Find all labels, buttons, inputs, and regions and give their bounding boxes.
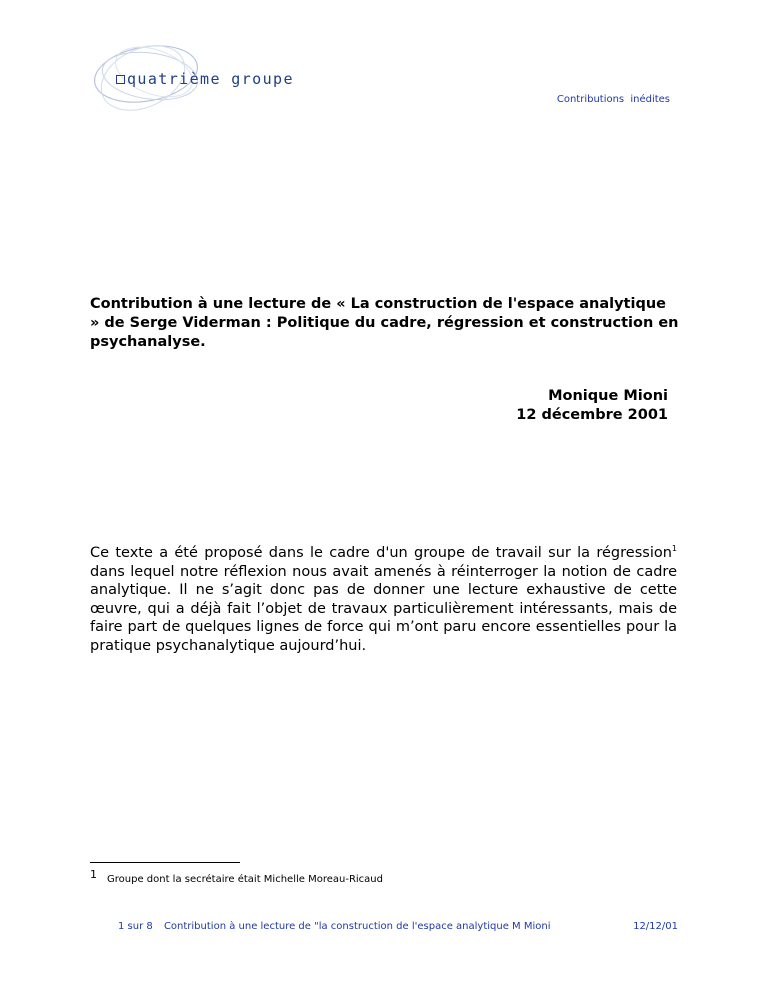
footer-date: 12/12/01 bbox=[633, 921, 678, 932]
author-name: Monique Mioni bbox=[548, 388, 668, 404]
logo-wordmark: quatrième groupe bbox=[116, 70, 294, 88]
quatrieme-groupe-logo bbox=[88, 36, 318, 126]
logo-square-mark bbox=[116, 75, 125, 84]
page-footer bbox=[118, 921, 678, 932]
document-date: 12 décembre 2001 bbox=[516, 407, 668, 423]
body-paragraph bbox=[90, 544, 677, 655]
section-label: Contributions inédites bbox=[556, 94, 670, 105]
footnote bbox=[90, 868, 383, 885]
paragraph-text-after-note: dans lequel notre réflexion nous avait amenés à réinterroger la notion de cadre analytique. Il ne s’agit donc pas de donner une lecture exhaustive de cette œuvre, qui a déjà fait l’objet de travaux particulièrement intéressants, mais de faire part de quelques lignes de force qui m’ont paru encore essentielles pour la pratique psychanalytique aujourd’hui. bbox=[90, 563, 677, 654]
footnote-text: Groupe dont la secrétaire était Michelle Moreau-Ricaud bbox=[107, 874, 383, 885]
page-number: 1 sur 8 bbox=[118, 921, 153, 932]
author-block bbox=[516, 387, 668, 425]
paragraph-text-before-note: Ce texte a été proposé dans le cadre d'un groupe de travail sur la régression bbox=[90, 545, 672, 561]
footnote-number: 1 bbox=[90, 868, 97, 881]
footer-running-title: Contribution à une lecture de "la construction de l'espace analytique M Mioni bbox=[163, 921, 551, 932]
document-title: Contribution à une lecture de « La construction de l'espace analytique » de Serge Viderman : Politique du cadre, régression et construction en psychanalyse. bbox=[90, 296, 679, 350]
footnote-divider bbox=[90, 862, 240, 863]
footnote-reference[interactable]: 1 bbox=[671, 544, 677, 553]
